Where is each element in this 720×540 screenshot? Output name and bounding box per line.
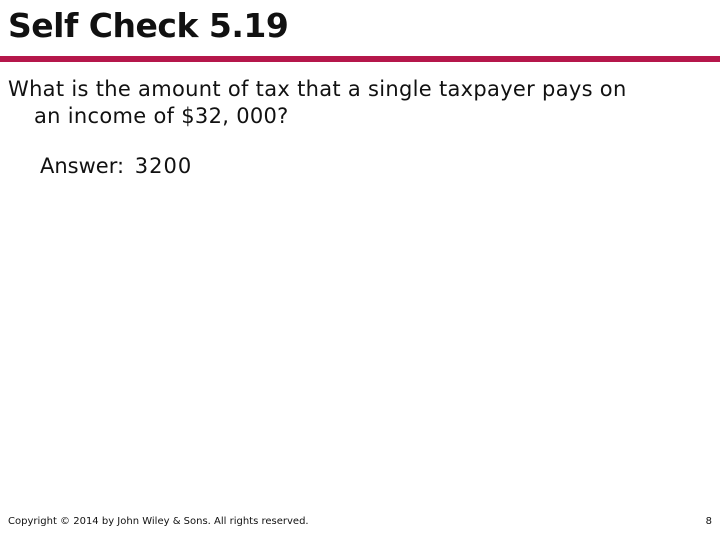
footer-copyright: Copyright © 2014 by John Wiley & Sons. All rights reserved. (8, 516, 309, 527)
answer-value: 3200 (134, 154, 193, 178)
answer-block (40, 152, 192, 180)
title-divider (0, 56, 720, 62)
question-text (8, 76, 708, 130)
slide-title: Self Check 5.19 (8, 6, 289, 45)
page-number: 8 (705, 516, 712, 527)
question-line-1: What is the amount of tax that a single taxpayer pays on (8, 77, 627, 101)
question-line-2: an income of $32, 000? (34, 104, 289, 128)
answer-label: Answer: (40, 154, 125, 178)
